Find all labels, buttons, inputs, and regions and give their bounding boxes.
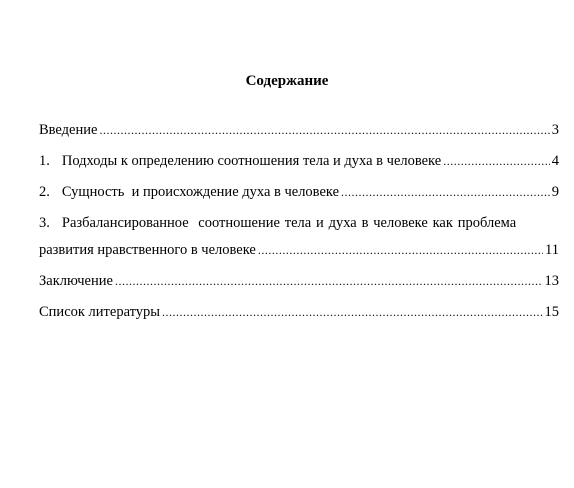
toc-entry-page: 15 (544, 304, 559, 320)
toc-entry-label-line-2: развития нравственного в человеке (39, 242, 256, 258)
toc-entry-line-2 (39, 240, 559, 260)
dot-leader (162, 302, 542, 322)
toc-entry-line-1 (39, 213, 559, 233)
toc-entry-label: Подходы к определению соотношения тела и духа в человеке (61, 153, 442, 169)
toc-entry-2 (39, 182, 559, 202)
toc-entry-label: Сущность и происхождение духа в человеке (61, 184, 340, 200)
toc-entry-3 (39, 213, 559, 260)
toc-entry-number: 2. (39, 184, 50, 200)
toc-entry-page: 13 (544, 273, 559, 289)
toc-title: Содержание (245, 73, 329, 89)
toc-entry-page: 4 (551, 153, 559, 169)
toc-entry-bibliography (39, 302, 559, 322)
dot-leader (341, 182, 550, 202)
toc-entry-number: 3. (39, 215, 50, 231)
toc-entry-conclusion (39, 271, 559, 291)
toc-entry-introduction (39, 120, 559, 140)
dot-leader (99, 120, 549, 140)
toc-entry-number: 1. (39, 153, 50, 169)
table-of-contents (39, 120, 559, 322)
toc-entry-1 (39, 151, 559, 171)
toc-entry-label-line-1: Разбалансированное соотношение тела и духа в человеке как проблема (61, 215, 517, 231)
dot-leader (443, 151, 550, 171)
toc-entry-label: Введение (39, 122, 98, 138)
toc-entry-label: Список литературы (39, 304, 161, 320)
toc-entry-page: 9 (551, 184, 559, 200)
dot-leader (115, 271, 543, 291)
dot-leader (258, 240, 543, 260)
toc-entry-label: Заключение (39, 273, 113, 289)
toc-entry-page: 3 (551, 122, 559, 138)
toc-entry-page: 11 (545, 242, 559, 258)
